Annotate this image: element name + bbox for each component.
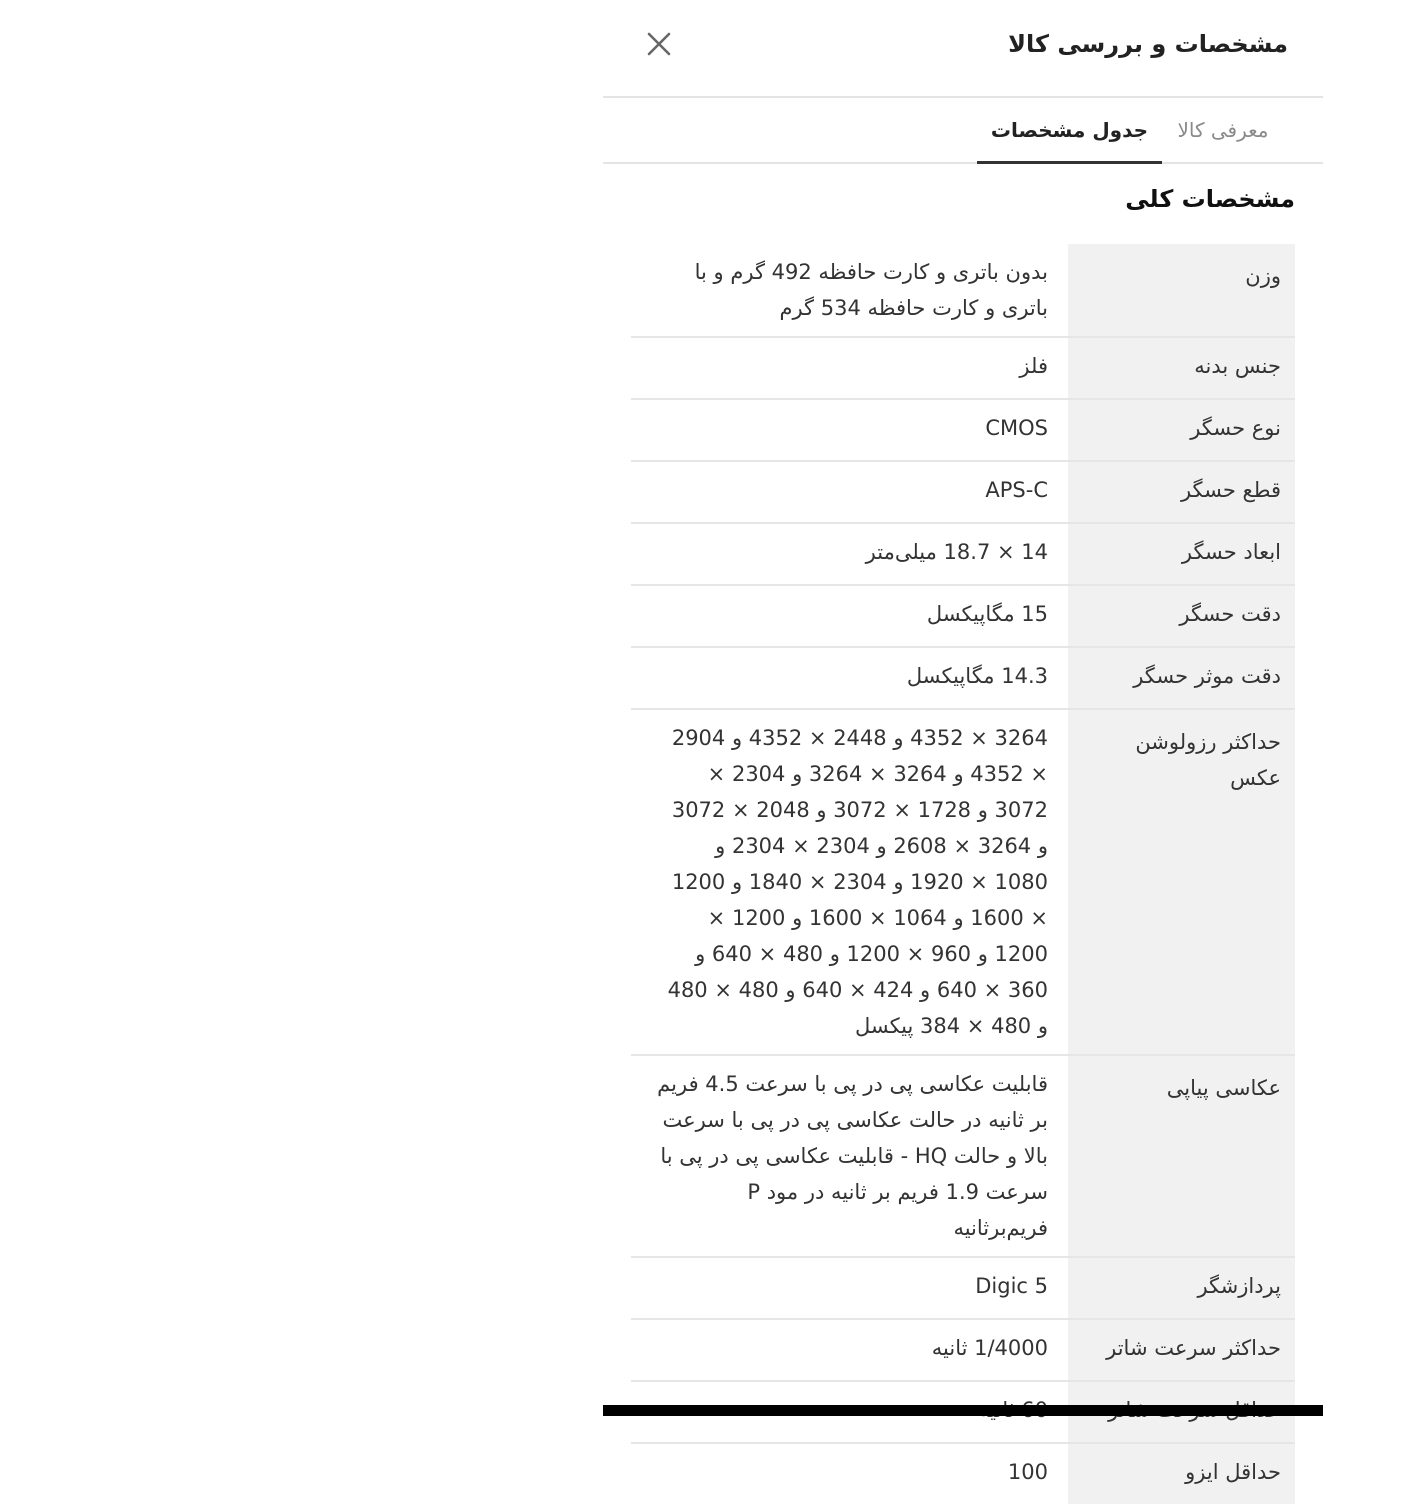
spec-key: حداقل ایزو	[1068, 1444, 1295, 1504]
spec-value: بدون باتری و کارت حافظه 492 گرم و با باتری و کارت حافظه 534 گرم	[694, 260, 1048, 320]
specs-table	[631, 244, 1295, 1504]
spec-row-sensor-resolution	[631, 586, 1295, 648]
dialog-header	[603, 0, 1323, 98]
spec-key: حداکثر سرعت شاتر	[1068, 1320, 1295, 1380]
spec-row-max-shutter-speed	[631, 1320, 1295, 1382]
specs-dialog	[603, 0, 1323, 1484]
spec-value: 15 مگاپیکسل	[926, 602, 1048, 626]
spec-row-sensor-format	[631, 462, 1295, 524]
spec-value: 1/4000 ثانیه	[931, 1336, 1048, 1360]
spec-key: نوع حسگر	[1068, 400, 1295, 460]
spec-value: Digic 5	[975, 1274, 1048, 1298]
spec-key: جنس بدنه	[1068, 338, 1295, 398]
close-icon[interactable]	[641, 26, 677, 62]
spec-key: قطع حسگر	[1068, 462, 1295, 522]
spec-key: دقت حسگر	[1068, 586, 1295, 646]
spec-row-max-photo-resolution	[631, 710, 1295, 1056]
spec-key: پردازشگر	[1068, 1258, 1295, 1318]
spec-row-weight	[631, 244, 1295, 338]
spec-value: قابلیت عکاسی پی در پی با سرعت 4.5 فریم بر ثانیه در حالت عکاسی پی در پی با سرعت بالا و حالت HQ - قابلیت عکاسی پی در پی با سرعت 1.9 فریم بر ثانیه در مود P فریم‌برثانیه	[657, 1072, 1048, 1240]
spec-value: 3264 × 4352 و 2448 × 4352 و 2904 × 4352 و 3264 × 3264 و 2304 × 3072 و 1728 × 3072 و 2048 × 3072 و 3264 × 2608 و 2304 × 2304 و 1080 × 1920 و 2304 × 1840 و 1200 × 1600 و 1064 × 1600 و 1200 × 1200 و 960 × 1200 و 480 × 640 و 360 × 640 و 424 × 640 و 480 × 480 و 480 × 384 پیکسل	[667, 726, 1048, 1038]
spec-key: عکاسی پیاپی	[1068, 1056, 1295, 1256]
spec-key: ابعاد حسگر	[1068, 524, 1295, 584]
spec-row-processor	[631, 1258, 1295, 1320]
spec-row-body-material	[631, 338, 1295, 400]
spec-value: 14 × 18.7 میلی‌متر	[865, 540, 1048, 564]
tab-bar	[603, 98, 1323, 164]
spec-value: فلز	[1019, 354, 1048, 378]
spec-value: APS-C	[985, 478, 1048, 502]
spec-value: CMOS	[985, 416, 1048, 440]
tab-specifications[interactable]: جدول مشخصات	[977, 98, 1162, 162]
section-title: مشخصات کلی	[1125, 185, 1295, 213]
spec-value: 14.3 مگاپیکسل	[906, 664, 1048, 688]
spec-value: 100	[1007, 1460, 1048, 1484]
bottom-bar	[603, 1405, 1323, 1416]
spec-key: دقت موثر حسگر	[1068, 648, 1295, 708]
spec-row-burst-shooting	[631, 1056, 1295, 1258]
spec-row-sensor-type	[631, 400, 1295, 462]
spec-key: حداکثر رزولوشن عکس	[1068, 710, 1295, 1054]
spec-row-effective-resolution	[631, 648, 1295, 710]
spec-row-sensor-dimensions	[631, 524, 1295, 586]
dialog-title: مشخصات و بررسی کالا	[1008, 30, 1288, 58]
spec-row-min-iso	[631, 1444, 1295, 1504]
tab-introduction[interactable]: معرفی کالا	[1177, 118, 1269, 142]
spec-key: وزن	[1068, 244, 1295, 336]
